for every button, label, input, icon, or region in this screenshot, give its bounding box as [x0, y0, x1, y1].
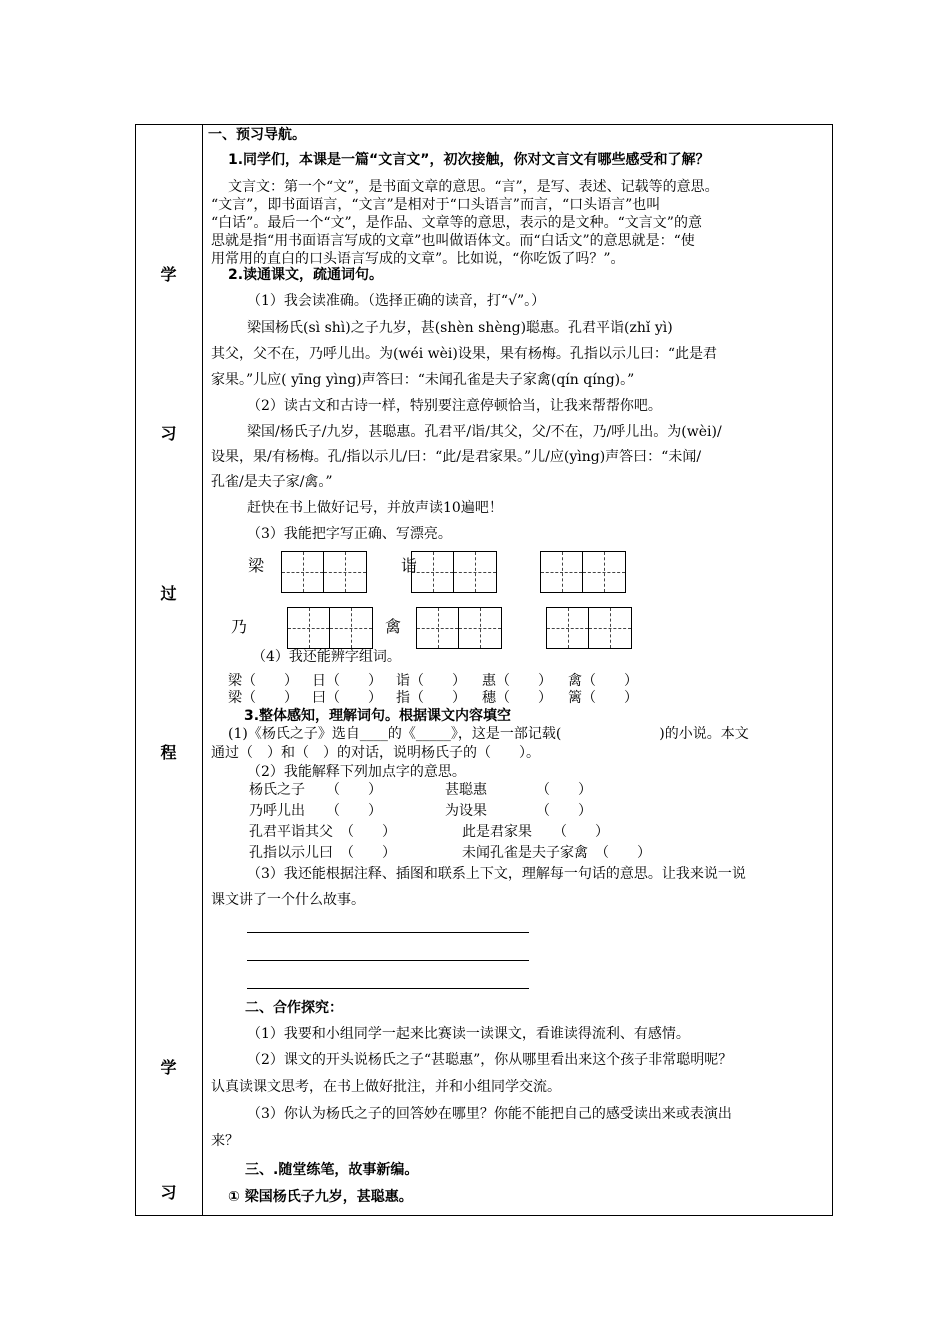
write-char: 乃 — [231, 617, 248, 636]
read-note: 赶快在书上做好记号，并放声读10遍吧！ — [247, 500, 503, 516]
answer-line-blank[interactable] — [247, 988, 529, 989]
answer-line-blank[interactable] — [247, 932, 529, 933]
question-1: 1.同学们，本课是一篇“文言文”，初次接触，你对文言文有哪些感受和了解？ — [228, 152, 710, 168]
word-item: 惠（ ） — [482, 673, 552, 689]
text-line: 设果，果/有杨梅。孔/指以示儿/曰：“此/是君家果。”儿/应(yìng)声答曰：“未闻/ — [211, 449, 702, 465]
instruction-pronounce: （1）我会读准确。（选择正确的读音，打“√”。） — [247, 293, 546, 309]
write-char: 禽 — [385, 617, 402, 636]
word-item: 指（ ） — [396, 690, 466, 706]
writing-grid[interactable] — [416, 607, 502, 649]
word-item: 穗（ ） — [482, 690, 552, 706]
explain-item: 甚聪惠 （ ） — [445, 782, 592, 798]
cooperate-item: （3）你认为杨氏之子的回答妙在哪里？你能不能把自己的感受读出来或表演出 — [247, 1106, 732, 1122]
word-item: 禽（ ） — [568, 673, 638, 689]
text-line: 其父，父不在，乃呼儿出。为(wéi wèi)设果，果有杨梅。孔指以示儿曰：“此是君 — [211, 346, 718, 362]
text-line: 家果。”儿应( yīng yìng)声答曰：“未闻孔雀是夫子家禽(qín qíng)。” — [211, 372, 635, 388]
answer-line: 文言文：第一个“文”，是书面文章的意思。“言”，是写、表述、记载等的意思。 — [228, 179, 719, 195]
side-label: 习 — [160, 424, 177, 443]
writing-grid[interactable] — [411, 551, 497, 593]
text-line: 梁国/杨氏子/九岁，甚聪惠。孔君平/诣/其父，父/不在，乃/呼儿出。为(wèi)/ — [247, 424, 722, 440]
instruction-write: （3）我能把字写正确、写漂亮。 — [247, 526, 452, 542]
question-2: 2.读通课文，疏通词句。 — [228, 267, 384, 283]
side-label: 学 — [160, 1058, 177, 1077]
instruction-story: 课文讲了一个什么故事。 — [211, 892, 365, 908]
instruction-words: （4）我还能辨字组词。 — [252, 649, 401, 665]
answer-line: “文言”，即书面语言，“文言”是相对于“口头语言”而言，“口头语言”也叫 — [211, 197, 661, 213]
write-char: 诣 — [401, 556, 418, 575]
instruction-pause: （2）读古文和古诗一样，特别要注意停顿恰当，让我来帮帮你吧。 — [247, 398, 662, 414]
explain-item: 孔指以示儿曰 （ ） — [249, 845, 396, 861]
word-item: 日（ ） — [312, 673, 382, 689]
fill-line: (1)《杨氏之子》选自____的《_____》，这是一部记载( )的小说。本文 — [228, 726, 749, 742]
word-item: 篱（ ） — [568, 690, 638, 706]
cooperate-item: 来？ — [211, 1133, 239, 1149]
section-title-preview: 一、预习导航。 — [208, 127, 306, 143]
writing-grid[interactable] — [287, 607, 373, 649]
text-line: 梁国杨氏(sì shì)之子九岁，甚(shèn shèng)聪惠。孔君平诣(zhǐ yì) — [247, 320, 673, 336]
explain-item: 孔君平诣其父 （ ） — [249, 824, 396, 840]
section-title-cooperate: 二、合作探究： — [245, 1000, 343, 1016]
explain-item: 为设果 （ ） — [445, 803, 592, 819]
write-char: 梁 — [248, 556, 265, 575]
cooperate-item: 认真读课文思考，在书上做好批注，并和小组同学交流。 — [211, 1079, 561, 1095]
word-item: 诣（ ） — [396, 673, 466, 689]
cooperate-item: （2）课文的开头说杨氏之子“甚聪惠”，你从哪里看出来这个孩子非常聪明呢？ — [247, 1052, 733, 1068]
instruction-explain: （2）我能解释下列加点字的意思。 — [247, 764, 466, 780]
explain-item: 杨氏之子 （ ） — [249, 782, 382, 798]
word-item: 梁（ ） — [228, 690, 298, 706]
side-label: 过 — [160, 584, 177, 603]
answer-line-blank[interactable] — [247, 960, 529, 961]
word-item: 梁（ ） — [228, 673, 298, 689]
side-label: 程 — [160, 743, 177, 762]
side-label: 学 — [160, 265, 177, 284]
explain-item: 此是君家果 （ ） — [462, 824, 609, 840]
explain-item: 乃呼儿出 （ ） — [249, 803, 382, 819]
text-line: 孔雀/是夫子家/禽。” — [211, 474, 333, 490]
explain-item: 未闻孔雀是夫子家禽 （ ） — [462, 845, 651, 861]
column-divider — [202, 124, 203, 1216]
cooperate-item: （1）我要和小组同学一起来比赛读一读课文，看谁读得流利、有感情。 — [247, 1026, 690, 1042]
writing-grid[interactable] — [546, 607, 632, 649]
section-title-practice: 三、.随堂练笔，故事新编。 — [245, 1162, 419, 1178]
writing-grid[interactable] — [540, 551, 626, 593]
answer-line: 思就是指“用书面语言写成的文章”也叫做语体文。而“白话文”的意思就是：“使 — [211, 233, 695, 249]
answer-line: “白话”。最后一个“文”，是作品、文章等的意思，表示的是文种。“文言文”的意 — [211, 215, 702, 231]
practice-item: ① 梁国杨氏子九岁，甚聪惠。 — [228, 1189, 413, 1205]
instruction-story: （3）我还能根据注释、插图和联系上下文，理解每一句话的意思。让我来说一说 — [247, 866, 746, 882]
writing-grid[interactable] — [281, 551, 367, 593]
fill-line: 通过（ ）和（ ）的对话，说明杨氏子的（ ）。 — [211, 745, 540, 761]
side-label: 习 — [160, 1183, 177, 1202]
question-3: 3.整体感知，理解词句。根据课文内容填空 — [244, 708, 512, 724]
answer-line: 用常用的直白的口头语言写成的文章”。比如说，“你吃饭了吗？”。 — [211, 251, 625, 267]
word-item: 曰（ ） — [312, 690, 382, 706]
